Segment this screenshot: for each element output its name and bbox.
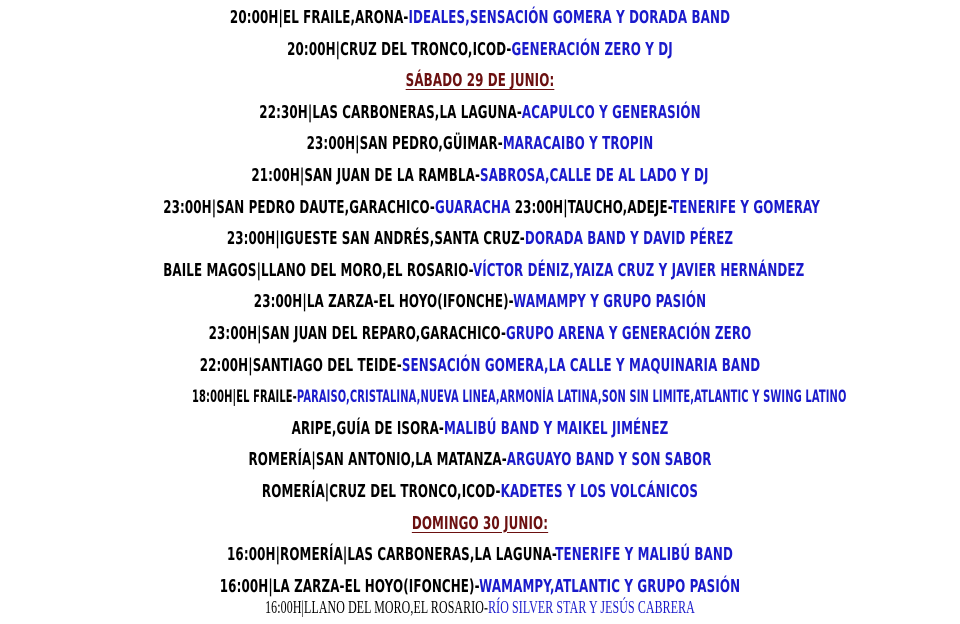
venue-text: 22:00H|SANTIAGO DEL TEIDE- [199,354,402,376]
schedule-entry [163,2,797,34]
cut-off-row [163,592,797,624]
venue-text: 16:00H|LA ZARZA-EL HOYO(IFONCHE)- [219,575,480,597]
bands-text: MALIBÚ BAND Y MAIKEL JIMÉNEZ [443,417,669,439]
schedule-entry [163,350,797,382]
venue-text: 18:00H|EL FRAILE- [192,387,297,407]
schedule-entry [163,192,820,224]
venue-text: 16:00H|ROMERÍA|LAS CARBONERAS,LA LAGUNA- [227,544,556,566]
bands-text: GRUPO ARENA Y GENERACIÓN ZERO [506,322,752,344]
schedule-entry [163,318,797,350]
venue-text: 23:00H|IGUESTE SAN ANDRÉS,SANTA CRUZ- [226,228,525,250]
day-heading-text: SÁBADO 29 DE JUNIO: [405,70,555,92]
venue-text: 23:00H|SAN PEDRO DAUTE,GARACHICO- [163,196,435,218]
schedule-entry [163,444,797,476]
cut-off-row-container [0,592,960,617]
bands-text: GUARACHA [434,196,515,218]
schedule-entry [163,128,797,160]
bands-text: ACAPULCO Y GENERASIÓN [521,101,701,123]
venue-text: 22:30H|LAS CARBONERAS,LA LAGUNA- [259,101,522,123]
venue-text: 21:00H|SAN JUAN DE LA RAMBLA- [251,164,481,186]
venue-text: ROMERÍA|CRUZ DEL TRONCO,ICOD- [261,480,501,502]
venue-text: ROMERÍA|SAN ANTONIO,LA MATANZA- [248,449,507,471]
day-heading-text: DOMINGO 30 JUNIO: [411,512,549,534]
venue-text: 23:00H|SAN PEDRO,GÜIMAR- [306,133,503,155]
bands-text: WAMAMPY,ATLANTIC Y GRUPO PASIÓN [479,575,741,597]
bands-text: WAMAMPY Y GRUPO PASIÓN [513,291,707,313]
bands-text: DORADA BAND Y DAVID PÉREZ [524,228,734,250]
venue-text: 20:00H|EL FRAILE,ARONA- [229,7,409,28]
schedule-entry [163,413,797,445]
bands-text: ARGUAYO BAND Y SON SABOR [506,449,712,471]
bands-text: GENERACIÓN ZERO Y DJ [511,38,673,60]
schedule-entry [163,286,797,318]
bands-text: SABROSA,CALLE DE AL LADO Y DJ [480,164,709,186]
venue-text: 16:00H|LLANO DEL MORO,EL ROSARIO- [265,597,489,617]
day-heading [163,508,797,540]
venue-text: 23:00H|LA ZARZA-EL HOYO(IFONCHE)- [253,291,514,313]
bands-text: TENERIFE Y GOMERAY [671,196,820,218]
day-heading [163,65,797,97]
venue-text: 20:00H|CRUZ DEL TRONCO,ICOD- [287,38,512,60]
schedule-entry [192,381,847,413]
bands-text: SENSACIÓN GOMERA,LA CALLE Y MAQUINARIA BAND [401,354,761,376]
bands-text: RÍO SILVER STAR Y JESÚS CABRERA [488,597,695,617]
bands-text: PARAISO,CRISTALINA,NUEVA LINEA,ARMONÍA LATINA,SON SIN LIMITE,ATLANTIC Y SWING LATINO [296,387,847,407]
bands-text: TENERIFE Y MALIBÚ BAND [555,544,733,566]
schedule-entry [163,223,797,255]
venue-text: BAILE MAGOS|LLANO DEL MORO,EL ROSARIO- [163,259,473,281]
venue-text: 23:00H|SAN JUAN DEL REPARO,GARACHICO- [208,322,507,344]
venue-text: 23:00H|TAUCHO,ADEJE- [514,196,672,218]
schedule-entry [163,539,797,571]
schedule-entry [163,255,805,287]
schedule-entry [163,34,797,66]
bands-text: MARACAIBO Y TROPIN [502,133,654,155]
bands-text: VÍCTOR DÉNIZ,YAIZA CRUZ Y JAVIER HERNÁNDEZ [472,259,805,281]
venue-text: ARIPE,GUÍA DE ISORA- [291,417,444,439]
schedule-entry [163,97,797,129]
bands-text: KADETES Y LOS VOLCÁNICOS [500,480,699,502]
schedule-entry [163,476,797,508]
schedule-entry [163,160,797,192]
event-schedule [0,2,960,602]
bands-text: IDEALES,SENSACIÓN GOMERA Y DORADA BAND [408,7,731,28]
